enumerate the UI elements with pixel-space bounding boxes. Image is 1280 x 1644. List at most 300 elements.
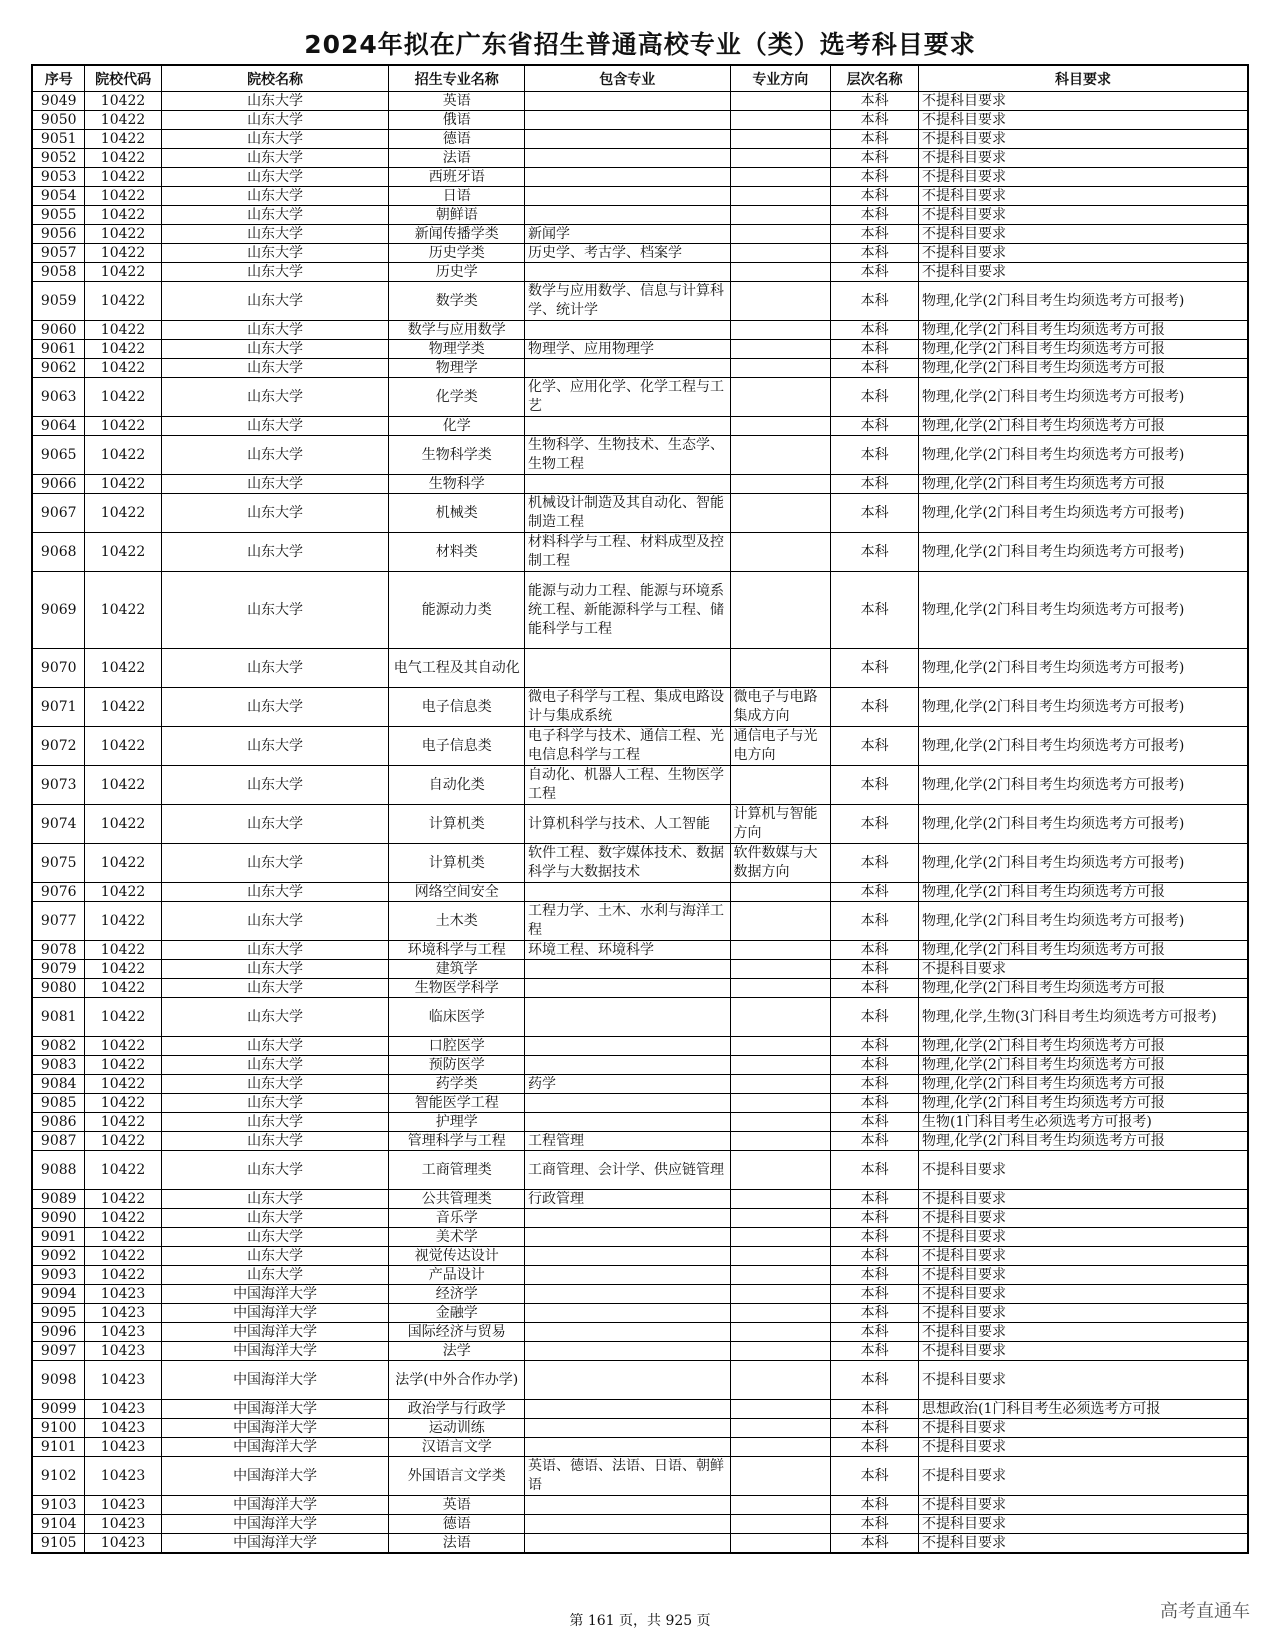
cell-major-name: 产品设计 (389, 1266, 525, 1285)
cell-school-name: 山东大学 (161, 1228, 389, 1247)
cell-seq: 9057 (32, 244, 85, 263)
table-row (32, 206, 1248, 225)
cell-major-name: 土木类 (389, 902, 525, 941)
table-row (32, 766, 1248, 805)
cell-major-direction: 微电子与电路集成方向 (730, 688, 831, 727)
cell-school-code: 10422 (85, 727, 161, 766)
cell-major-direction (730, 1496, 831, 1515)
cell-major-name: 英语 (389, 1496, 525, 1515)
cell-seq: 9064 (32, 417, 85, 436)
cell-seq: 9103 (32, 1496, 85, 1515)
cell-seq: 9082 (32, 1037, 85, 1056)
cell-school-name: 山东大学 (161, 1094, 389, 1113)
cell-subject-requirement: 物理,化学(2门科目考生均须选考方可报考) (919, 533, 1248, 572)
cell-level: 本科 (831, 533, 919, 572)
cell-major-direction (730, 1457, 831, 1496)
cell-subject-requirement: 物理,化学(2门科目考生均须选考方可报 (919, 1094, 1248, 1113)
cell-school-name: 山东大学 (161, 960, 389, 979)
cell-school-name: 山东大学 (161, 844, 389, 883)
cell-subject-requirement: 物理,化学(2门科目考生均须选考方可报考) (919, 844, 1248, 883)
cell-school-name: 山东大学 (161, 206, 389, 225)
cell-level: 本科 (831, 1056, 919, 1075)
cell-major-name: 汉语言文学 (389, 1438, 525, 1457)
col-header-school-name: 院校名称 (161, 65, 389, 92)
table-row (32, 244, 1248, 263)
cell-seq: 9105 (32, 1534, 85, 1554)
table-row (32, 960, 1248, 979)
table-row (32, 225, 1248, 244)
cell-school-code: 10422 (85, 1209, 161, 1228)
cell-included-majors (525, 998, 730, 1037)
cell-subject-requirement: 物理,化学(2门科目考生均须选考方可报 (919, 475, 1248, 494)
cell-level: 本科 (831, 149, 919, 168)
cell-included-majors (525, 1285, 730, 1304)
cell-subject-requirement: 物理,化学(2门科目考生均须选考方可报考) (919, 436, 1248, 475)
cell-major-name: 物理学 (389, 359, 525, 378)
cell-seq: 9059 (32, 282, 85, 321)
cell-level: 本科 (831, 1228, 919, 1247)
cell-subject-requirement: 不提科目要求 (919, 244, 1248, 263)
cell-major-name: 材料类 (389, 533, 525, 572)
cell-level: 本科 (831, 805, 919, 844)
cell-school-code: 10422 (85, 902, 161, 941)
cell-seq: 9073 (32, 766, 85, 805)
cell-major-name: 金融学 (389, 1304, 525, 1323)
cell-school-code: 10422 (85, 572, 161, 649)
cell-level: 本科 (831, 1209, 919, 1228)
cell-major-name: 新闻传播学类 (389, 225, 525, 244)
table-row (32, 111, 1248, 130)
cell-school-code: 10422 (85, 494, 161, 533)
cell-school-code: 10423 (85, 1457, 161, 1496)
cell-school-code: 10422 (85, 263, 161, 282)
table-row (32, 130, 1248, 149)
cell-school-code: 10422 (85, 1190, 161, 1209)
cell-included-majors (525, 1266, 730, 1285)
cell-subject-requirement: 不提科目要求 (919, 1190, 1248, 1209)
table-row (32, 1132, 1248, 1151)
cell-major-name: 预防医学 (389, 1056, 525, 1075)
cell-subject-requirement: 不提科目要求 (919, 111, 1248, 130)
cell-school-code: 10422 (85, 340, 161, 359)
cell-major-direction (730, 1266, 831, 1285)
table-row (32, 1075, 1248, 1094)
cell-subject-requirement: 物理,化学(2门科目考生均须选考方可报考) (919, 902, 1248, 941)
cell-included-majors: 英语、德语、法语、日语、朝鲜语 (525, 1457, 730, 1496)
cell-school-name: 中国海洋大学 (161, 1304, 389, 1323)
cell-major-direction (730, 1094, 831, 1113)
cell-level: 本科 (831, 494, 919, 533)
cell-included-majors: 微电子科学与工程、集成电路设计与集成系统 (525, 688, 730, 727)
cell-school-code: 10422 (85, 187, 161, 206)
cell-included-majors (525, 206, 730, 225)
cell-seq: 9092 (32, 1247, 85, 1266)
cell-subject-requirement: 物理,化学(2门科目考生均须选考方可报考) (919, 727, 1248, 766)
table-row (32, 533, 1248, 572)
cell-level: 本科 (831, 436, 919, 475)
requirements-table (31, 64, 1249, 1554)
cell-major-direction (730, 1534, 831, 1554)
table-row (32, 1419, 1248, 1438)
table-row (32, 844, 1248, 883)
cell-school-code: 10422 (85, 92, 161, 111)
cell-school-name: 山东大学 (161, 572, 389, 649)
table-row (32, 1228, 1248, 1247)
cell-school-code: 10422 (85, 766, 161, 805)
cell-subject-requirement: 物理,化学(2门科目考生均须选考方可报 (919, 1056, 1248, 1075)
cell-major-direction (730, 130, 831, 149)
cell-major-name: 西班牙语 (389, 168, 525, 187)
cell-included-majors (525, 1037, 730, 1056)
cell-included-majors (525, 1419, 730, 1438)
table-row (32, 979, 1248, 998)
cell-subject-requirement: 不提科目要求 (919, 1151, 1248, 1190)
cell-school-code: 10422 (85, 533, 161, 572)
cell-included-majors: 电子科学与技术、通信工程、光电信息科学与工程 (525, 727, 730, 766)
cell-major-direction (730, 149, 831, 168)
cell-level: 本科 (831, 979, 919, 998)
cell-subject-requirement: 生物(1门科目考生必须选考方可报考) (919, 1113, 1248, 1132)
cell-major-name: 口腔医学 (389, 1037, 525, 1056)
cell-school-name: 中国海洋大学 (161, 1342, 389, 1361)
cell-school-name: 山东大学 (161, 92, 389, 111)
table-header-row (32, 65, 1248, 92)
cell-included-majors (525, 1304, 730, 1323)
cell-included-majors (525, 1438, 730, 1457)
cell-level: 本科 (831, 475, 919, 494)
cell-major-name: 历史学 (389, 263, 525, 282)
cell-school-name: 山东大学 (161, 1075, 389, 1094)
cell-school-code: 10422 (85, 844, 161, 883)
cell-major-name: 经济学 (389, 1285, 525, 1304)
table-row (32, 1342, 1248, 1361)
cell-major-direction (730, 941, 831, 960)
cell-major-name: 计算机类 (389, 844, 525, 883)
cell-subject-requirement: 物理,化学(2门科目考生均须选考方可报考) (919, 688, 1248, 727)
cell-school-name: 山东大学 (161, 1037, 389, 1056)
table-row (32, 1209, 1248, 1228)
cell-level: 本科 (831, 1266, 919, 1285)
cell-major-direction (730, 225, 831, 244)
cell-subject-requirement: 物理,化学(2门科目考生均须选考方可报 (919, 321, 1248, 340)
cell-included-majors (525, 168, 730, 187)
cell-subject-requirement: 不提科目要求 (919, 1342, 1248, 1361)
cell-level: 本科 (831, 1515, 919, 1534)
cell-level: 本科 (831, 1438, 919, 1457)
cell-level: 本科 (831, 1075, 919, 1094)
cell-level: 本科 (831, 902, 919, 941)
cell-seq: 9093 (32, 1266, 85, 1285)
cell-subject-requirement: 物理,化学(2门科目考生均须选考方可报 (919, 1132, 1248, 1151)
cell-seq: 9075 (32, 844, 85, 883)
cell-major-direction (730, 1361, 831, 1400)
cell-level: 本科 (831, 187, 919, 206)
cell-school-name: 山东大学 (161, 130, 389, 149)
cell-school-name: 山东大学 (161, 321, 389, 340)
cell-seq: 9076 (32, 883, 85, 902)
cell-seq: 9097 (32, 1342, 85, 1361)
cell-included-majors (525, 1209, 730, 1228)
cell-level: 本科 (831, 1457, 919, 1496)
cell-major-name: 历史学类 (389, 244, 525, 263)
cell-seq: 9065 (32, 436, 85, 475)
cell-school-code: 10422 (85, 244, 161, 263)
cell-school-name: 山东大学 (161, 1113, 389, 1132)
cell-school-code: 10422 (85, 1094, 161, 1113)
cell-level: 本科 (831, 883, 919, 902)
cell-major-name: 法学(中外合作办学) (389, 1361, 525, 1400)
cell-school-code: 10422 (85, 1266, 161, 1285)
cell-school-code: 10422 (85, 883, 161, 902)
table-row (32, 1094, 1248, 1113)
cell-school-name: 山东大学 (161, 766, 389, 805)
cell-level: 本科 (831, 649, 919, 688)
cell-major-direction (730, 321, 831, 340)
table-row (32, 168, 1248, 187)
cell-level: 本科 (831, 92, 919, 111)
cell-major-direction (730, 206, 831, 225)
cell-included-majors (525, 1496, 730, 1515)
cell-included-majors (525, 1113, 730, 1132)
cell-major-name: 外国语言文学类 (389, 1457, 525, 1496)
cell-level: 本科 (831, 263, 919, 282)
cell-school-code: 10422 (85, 960, 161, 979)
col-header-major-direction: 专业方向 (730, 65, 831, 92)
cell-included-majors (525, 475, 730, 494)
cell-school-name: 山东大学 (161, 263, 389, 282)
cell-included-majors: 机械设计制造及其自动化、智能制造工程 (525, 494, 730, 533)
cell-school-code: 10422 (85, 979, 161, 998)
cell-subject-requirement: 物理,化学(2门科目考生均须选考方可报 (919, 1075, 1248, 1094)
col-header-level: 层次名称 (831, 65, 919, 92)
cell-level: 本科 (831, 1132, 919, 1151)
cell-level: 本科 (831, 1190, 919, 1209)
cell-major-name: 建筑学 (389, 960, 525, 979)
cell-included-majors: 自动化、机器人工程、生物医学工程 (525, 766, 730, 805)
cell-subject-requirement: 物理,化学(2门科目考生均须选考方可报 (919, 941, 1248, 960)
cell-level: 本科 (831, 1247, 919, 1266)
cell-subject-requirement: 思想政治(1门科目考生必须选考方可报 (919, 1400, 1248, 1419)
cell-included-majors (525, 1534, 730, 1554)
cell-subject-requirement: 不提科目要求 (919, 1361, 1248, 1400)
cell-major-direction (730, 1075, 831, 1094)
cell-school-code: 10423 (85, 1304, 161, 1323)
cell-major-name: 日语 (389, 187, 525, 206)
cell-subject-requirement: 物理,化学(2门科目考生均须选考方可报考) (919, 805, 1248, 844)
cell-school-code: 10422 (85, 168, 161, 187)
cell-subject-requirement: 不提科目要求 (919, 1209, 1248, 1228)
cell-subject-requirement: 不提科目要求 (919, 1304, 1248, 1323)
cell-seq: 9081 (32, 998, 85, 1037)
cell-included-majors: 能源与动力工程、能源与环境系统工程、新能源科学与工程、储能科学与工程 (525, 572, 730, 649)
cell-included-majors (525, 1361, 730, 1400)
cell-seq: 9054 (32, 187, 85, 206)
cell-major-name: 机械类 (389, 494, 525, 533)
cell-major-direction (730, 1113, 831, 1132)
cell-level: 本科 (831, 1113, 919, 1132)
cell-school-code: 10422 (85, 998, 161, 1037)
cell-major-direction (730, 187, 831, 206)
cell-level: 本科 (831, 1400, 919, 1419)
cell-seq: 9096 (32, 1323, 85, 1342)
table-row (32, 359, 1248, 378)
cell-seq: 9070 (32, 649, 85, 688)
cell-major-name: 工商管理类 (389, 1151, 525, 1190)
cell-level: 本科 (831, 168, 919, 187)
cell-subject-requirement: 物理,化学(2门科目考生均须选考方可报 (919, 417, 1248, 436)
cell-seq: 9060 (32, 321, 85, 340)
table-row (32, 282, 1248, 321)
cell-school-code: 10422 (85, 225, 161, 244)
cell-seq: 9084 (32, 1075, 85, 1094)
cell-included-majors (525, 1247, 730, 1266)
cell-subject-requirement: 物理,化学(2门科目考生均须选考方可报考) (919, 282, 1248, 321)
cell-subject-requirement: 物理,化学(2门科目考生均须选考方可报考) (919, 649, 1248, 688)
cell-level: 本科 (831, 417, 919, 436)
cell-school-code: 10422 (85, 1037, 161, 1056)
cell-seq: 9051 (32, 130, 85, 149)
table-row (32, 1304, 1248, 1323)
cell-seq: 9066 (32, 475, 85, 494)
cell-school-name: 山东大学 (161, 149, 389, 168)
col-header-included-majors: 包含专业 (525, 65, 730, 92)
cell-subject-requirement: 物理,化学(2门科目考生均须选考方可报 (919, 979, 1248, 998)
cell-school-name: 山东大学 (161, 1247, 389, 1266)
table-row (32, 494, 1248, 533)
cell-school-name: 山东大学 (161, 494, 389, 533)
cell-school-name: 中国海洋大学 (161, 1400, 389, 1419)
cell-level: 本科 (831, 111, 919, 130)
cell-subject-requirement: 不提科目要求 (919, 1515, 1248, 1534)
table-row (32, 92, 1248, 111)
cell-level: 本科 (831, 1323, 919, 1342)
cell-major-direction (730, 340, 831, 359)
cell-included-majors (525, 1228, 730, 1247)
table-row (32, 1361, 1248, 1400)
cell-major-name: 法学 (389, 1342, 525, 1361)
cell-major-name: 能源动力类 (389, 572, 525, 649)
cell-school-name: 山东大学 (161, 1056, 389, 1075)
cell-school-name: 山东大学 (161, 436, 389, 475)
cell-subject-requirement: 不提科目要求 (919, 187, 1248, 206)
table-row (32, 1151, 1248, 1190)
cell-major-direction (730, 92, 831, 111)
cell-level: 本科 (831, 727, 919, 766)
cell-seq: 9089 (32, 1190, 85, 1209)
cell-level: 本科 (831, 1342, 919, 1361)
page-footer: 第 161 页，共 925 页 (569, 1613, 711, 1629)
cell-level: 本科 (831, 1419, 919, 1438)
cell-major-name: 法语 (389, 1534, 525, 1554)
table-row (32, 941, 1248, 960)
col-header-subject-requirement: 科目要求 (919, 65, 1248, 92)
cell-school-name: 山东大学 (161, 340, 389, 359)
cell-school-name: 山东大学 (161, 688, 389, 727)
table-row (32, 187, 1248, 206)
cell-major-direction (730, 244, 831, 263)
cell-subject-requirement: 不提科目要求 (919, 960, 1248, 979)
cell-seq: 9077 (32, 902, 85, 941)
col-header-school-code: 院校代码 (85, 65, 161, 92)
cell-school-name: 山东大学 (161, 225, 389, 244)
table-row (32, 1056, 1248, 1075)
table-row (32, 1247, 1248, 1266)
brand-watermark: 高考直通车 (1160, 1601, 1250, 1622)
cell-major-direction (730, 111, 831, 130)
table-row (32, 649, 1248, 688)
cell-seq: 9100 (32, 1419, 85, 1438)
cell-major-direction (730, 1037, 831, 1056)
cell-major-direction (730, 494, 831, 533)
cell-seq: 9068 (32, 533, 85, 572)
cell-seq: 9061 (32, 340, 85, 359)
table-row (32, 1266, 1248, 1285)
cell-seq: 9086 (32, 1113, 85, 1132)
cell-major-direction: 软件数媒与大数据方向 (730, 844, 831, 883)
cell-included-majors: 行政管理 (525, 1190, 730, 1209)
col-header-major-name: 招生专业名称 (389, 65, 525, 92)
cell-major-name: 音乐学 (389, 1209, 525, 1228)
cell-included-majors: 新闻学 (525, 225, 730, 244)
cell-seq: 9098 (32, 1361, 85, 1400)
table-row (32, 1534, 1248, 1554)
table-row (32, 998, 1248, 1037)
cell-school-code: 10422 (85, 1132, 161, 1151)
cell-school-name: 中国海洋大学 (161, 1361, 389, 1400)
cell-included-majors (525, 649, 730, 688)
cell-included-majors (525, 1056, 730, 1075)
cell-school-code: 10423 (85, 1496, 161, 1515)
cell-school-code: 10422 (85, 1075, 161, 1094)
cell-included-majors: 计算机科学与技术、人工智能 (525, 805, 730, 844)
table-row (32, 436, 1248, 475)
cell-included-majors (525, 979, 730, 998)
cell-school-name: 山东大学 (161, 998, 389, 1037)
cell-included-majors (525, 321, 730, 340)
table-row (32, 1400, 1248, 1419)
cell-seq: 9074 (32, 805, 85, 844)
table-row (32, 1113, 1248, 1132)
table-row (32, 688, 1248, 727)
cell-school-name: 山东大学 (161, 902, 389, 941)
cell-subject-requirement: 物理,化学(2门科目考生均须选考方可报考) (919, 378, 1248, 417)
cell-major-direction (730, 1285, 831, 1304)
cell-school-code: 10422 (85, 378, 161, 417)
cell-school-name: 山东大学 (161, 1132, 389, 1151)
cell-major-direction: 计算机与智能方向 (730, 805, 831, 844)
cell-school-name: 山东大学 (161, 378, 389, 417)
cell-school-code: 10422 (85, 417, 161, 436)
table-row (32, 1438, 1248, 1457)
cell-included-majors (525, 1094, 730, 1113)
table-row (32, 263, 1248, 282)
cell-school-code: 10422 (85, 1151, 161, 1190)
cell-level: 本科 (831, 130, 919, 149)
cell-level: 本科 (831, 1534, 919, 1554)
cell-seq: 9085 (32, 1094, 85, 1113)
cell-level: 本科 (831, 244, 919, 263)
cell-school-name: 中国海洋大学 (161, 1419, 389, 1438)
cell-level: 本科 (831, 766, 919, 805)
cell-major-name: 法语 (389, 149, 525, 168)
cell-level: 本科 (831, 1285, 919, 1304)
cell-school-code: 10423 (85, 1534, 161, 1554)
cell-level: 本科 (831, 340, 919, 359)
cell-major-name: 计算机类 (389, 805, 525, 844)
cell-subject-requirement: 不提科目要求 (919, 1419, 1248, 1438)
cell-seq: 9080 (32, 979, 85, 998)
cell-school-name: 中国海洋大学 (161, 1323, 389, 1342)
